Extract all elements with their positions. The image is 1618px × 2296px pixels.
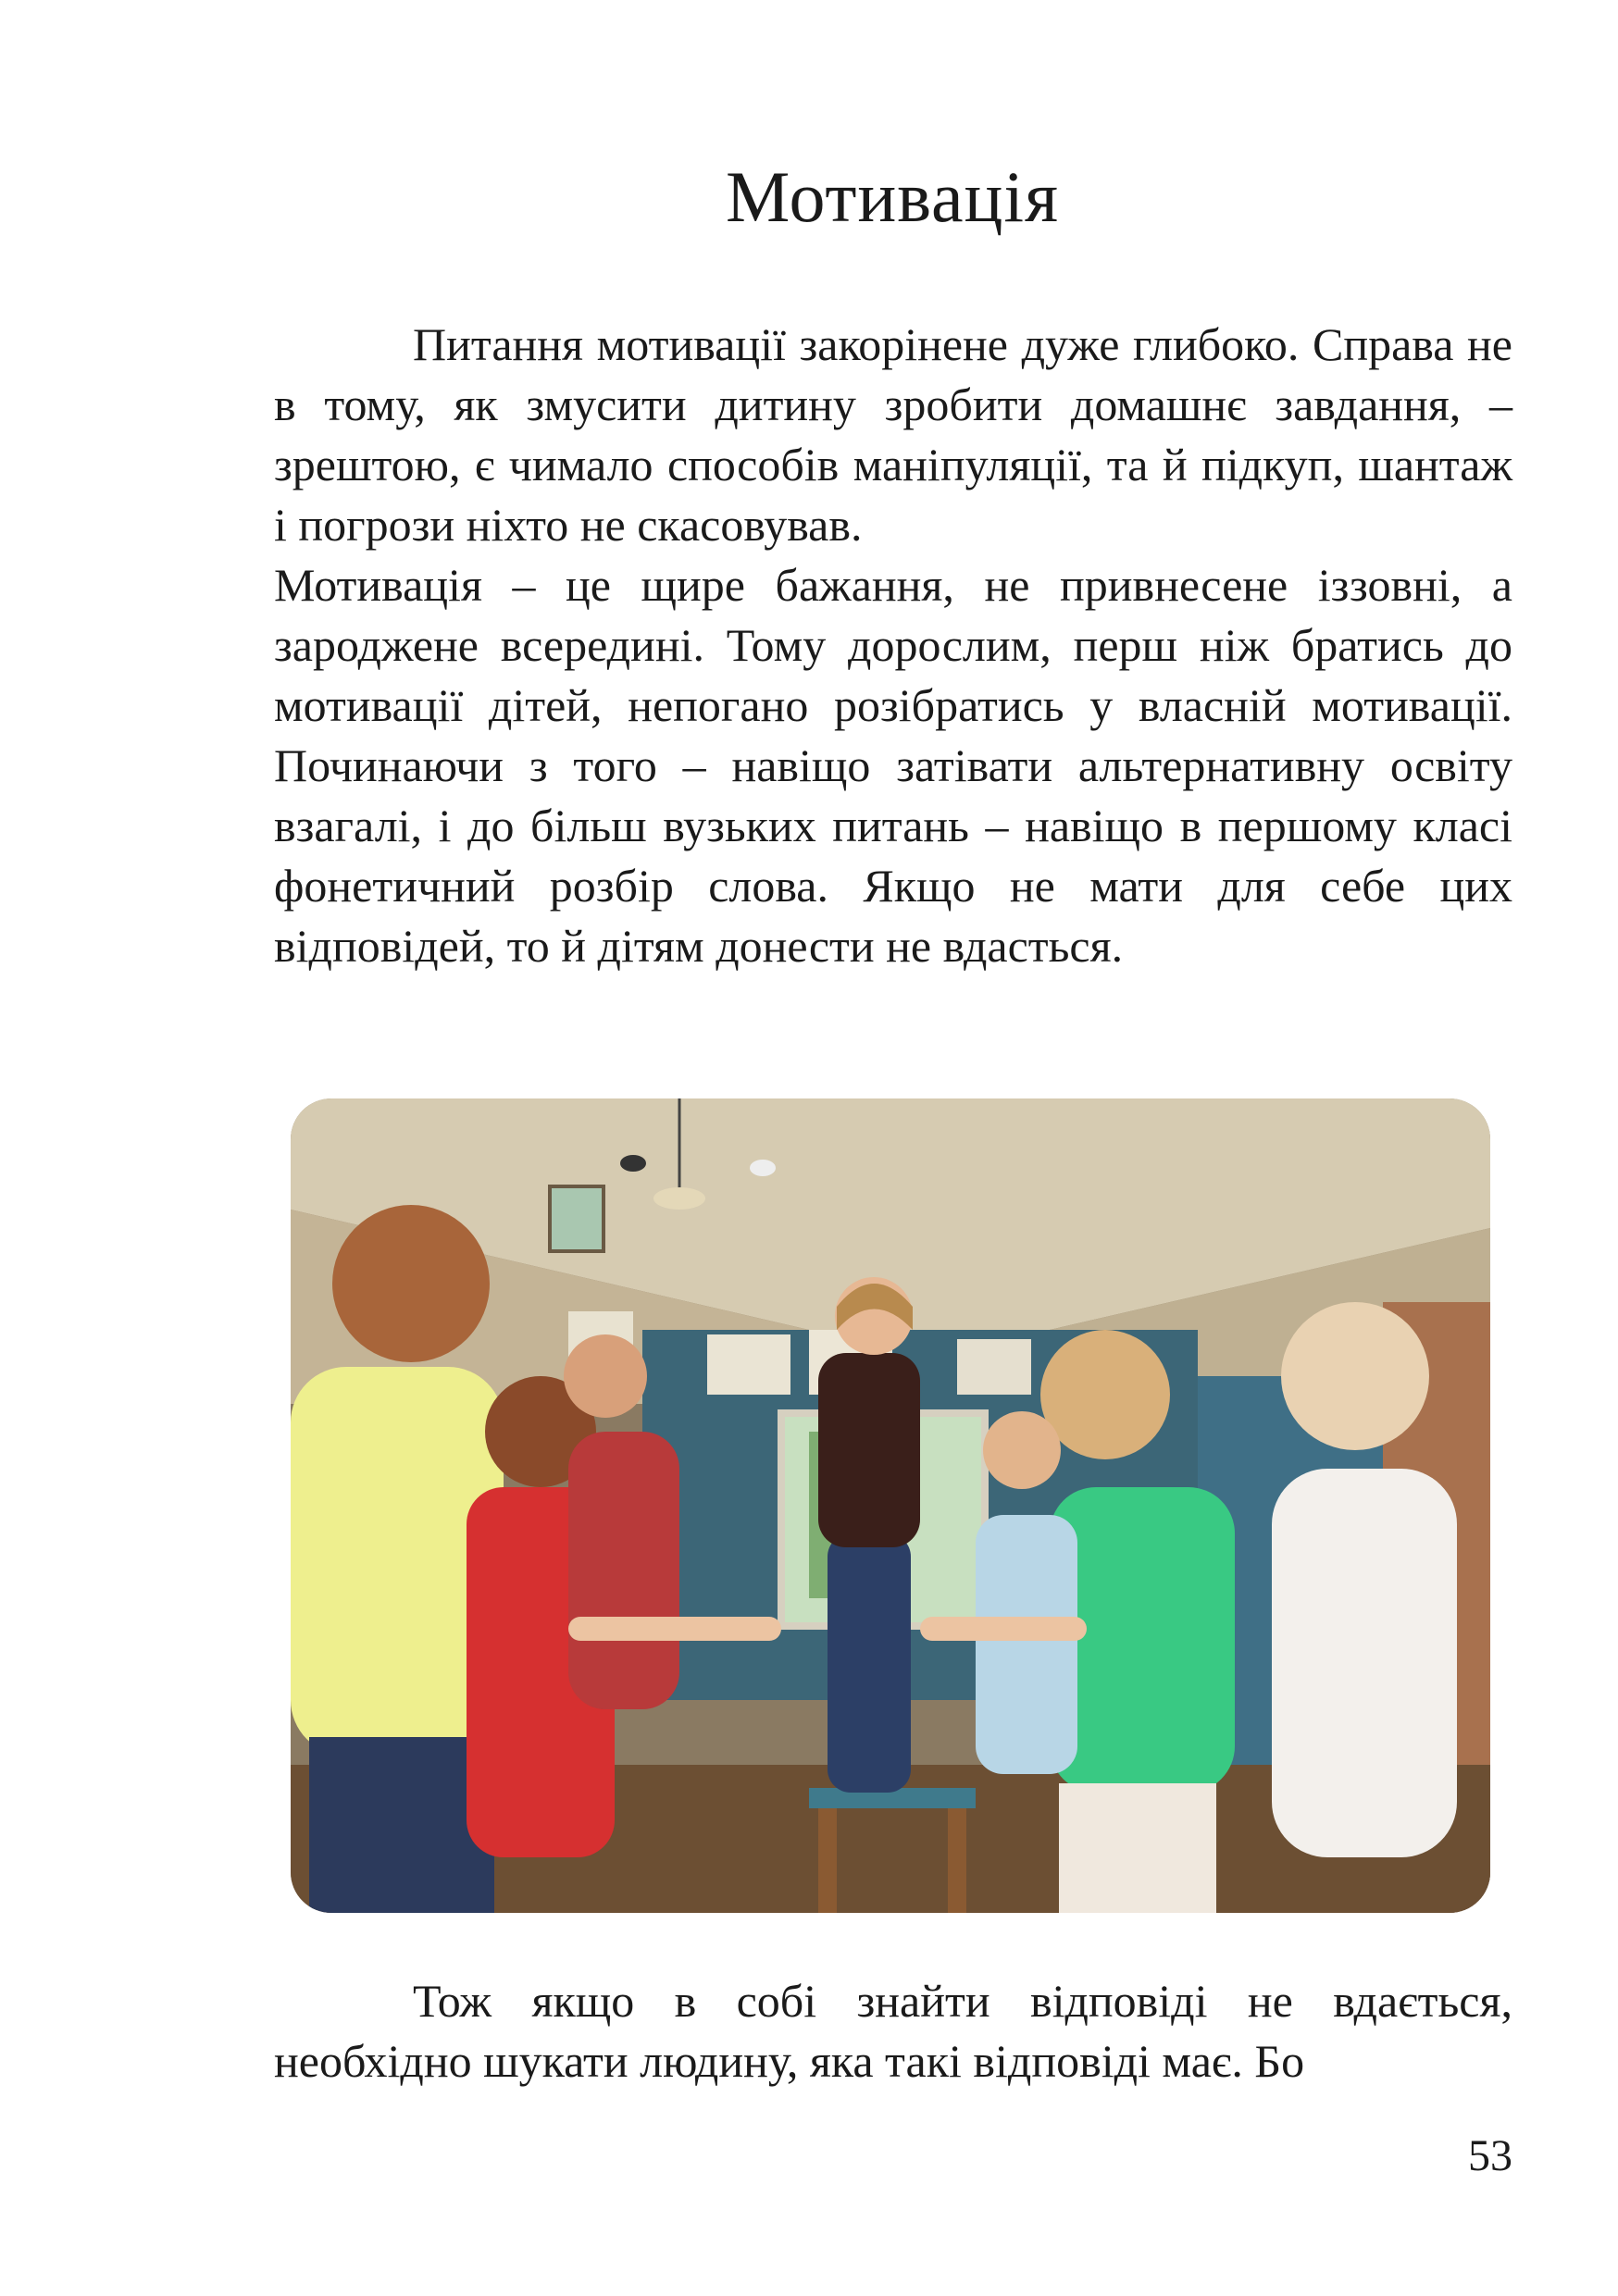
text-block-bottom [274,1971,1512,2091]
page-title: Мотивація [726,156,1059,237]
paragraph-1: Питання мотивації закорінене дуже глибоко. Справа не в тому, як змусити дитину зробити домашнє завдання, – зрештою, є чимало способів маніпуляції, та й підкуп, шантаж і погрози ніхто не скасовував. [274,318,1512,551]
page-number: 53 [1468,2131,1512,2180]
paragraph-2: Мотивація – це щире бажання, не привнесене іззовні, а зароджене всередині. Тому дорослим, перш ніж братись до мотивації дітей, непогано розібратись у власній мотивації. Починаючи з того – навіщо затівати альтернативну освіту взагалі, і до більш вузьких питань – навіщо в першому класі фонетичний розбір слова. Якщо не мати для себе цих відповідей, то й дітям донести не вдасться. [274,559,1512,972]
text-block-top [274,315,1512,976]
paragraph-3: Тож якщо в собі знайти відповіді не вдається, необхідно шукати людину, яка такі відповіді має. Бо [274,1975,1512,2087]
photo-children-game [291,1098,1490,1913]
